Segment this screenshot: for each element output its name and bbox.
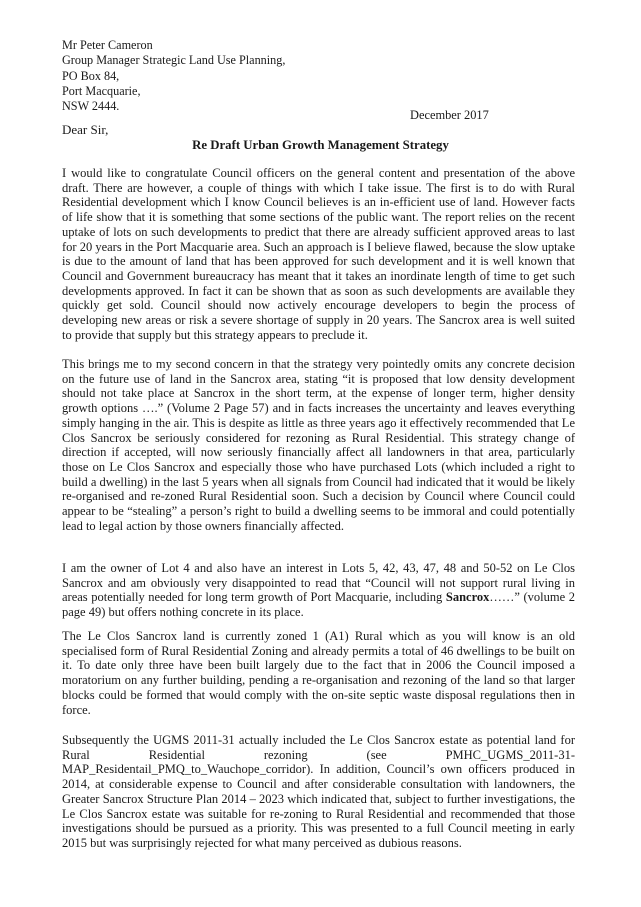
recipient-address [62, 38, 362, 114]
paragraph-1: I would like to congratulate Council officers on the general content and presentation of the above draft. There are however, a couple of things with which I take issue. The first is to do with Rural Residential development which I know Council believes is an in-efficient use of land. However facts of life show that it is something that some sections of the public want. The report relies on the recent uptake of lots on such developments to predict that there are already sufficient approved areas to last for 20 years in the Port Macquarie area. Such an approach is I believe flawed, because the slow uptake is due to the amount of land that has been approved for such development and it is well known that Council and Government bureaucracy has meant that it takes an inordinate length of time to get such developments approved. In fact it can be shown that as soon as such developments are available they quickly get sold. Council should now actively encourage developers to begin the process of developing new areas or risk a severe shortage of supply in 20 years. The Sancrox area is well suited to provide that supply but this strategy appears to preclude it. [62, 166, 575, 342]
paragraph-3 [62, 561, 575, 620]
paragraph-3-text-end: ……” (volume 2 page 49) but offers nothing concrete in its place. [62, 590, 575, 620]
letter-date: December 2017 [410, 108, 489, 122]
recipient-po-box: PO Box 84, [62, 68, 120, 83]
paragraph-5: Subsequently the UGMS 2011-31 actually included the Le Clos Sancrox estate as potential land for Rural Residential rezoning (see PMHC_UGMS_2011-31-MAP_Residentail_PMQ_to_Wauchope_corridor). In addition, Council’s own officers produced in 2014, at considerable expense to Council and after considerable consultation with landowners, the Greater Sancrox Structure Plan 2014 – 2023 which indicated that, subject to further investigations, the Le Clos Sancrox estate was suitable for re-zoning to Rural Residential and recommended that those investigations should be pursued as a priority. This was presented to a full Council meeting in early 2015 but was surprisingly rejected for what many perceived as dubious reasons. [62, 733, 575, 850]
subject-line: Re Draft Urban Growth Management Strategy [192, 138, 449, 152]
recipient-name: Mr Peter Cameron [62, 38, 153, 52]
recipient-city: Port Macquarie, [62, 83, 141, 98]
recipient-state-postcode: NSW 2444. [62, 99, 120, 114]
paragraph-3-text-start: I am the owner of Lot 4 and also have an interest in Lots 5, 42, 43, 47, 48 and 50-52 on Le Clos Sancrox and am obviously very disappointed to read that “Council will not support rural living in areas potentially needed for long term growth of Port Macquarie, including [62, 561, 575, 605]
paragraph-2: This brings me to my second concern in that the strategy very pointedly omits any concrete decision on the future use of land in the Sancrox area, stating “it is proposed that low density development should not take place at Sancrox in the short term, at the expense of longer term, higher density growth options ….” (Volume 2 Page 57) and in facts increases the uncertainty and leaves everything simply hanging in the air. This is despite as little as three years ago it effectively recommended that Le Clos Sancrox be seriously considered for rezoning as Rural Residential. This strategy change of direction if accepted, will now seriously financially affect all landowners in that area, particularly those on Le Clos Sancrox and especially those who have purchased Lots (which included a right to build a dwelling) in the last 5 years when all signals from Council had indicated that it would be likely re-organised and re-zoned Rural Residential soon. Such a decision by Council where Council could appear to be “stealing” a person’s right to build a dwelling seems to be immoral and could potentially lead to legal action by those owners financially affected. [62, 357, 575, 533]
salutation: Dear Sir, [62, 122, 109, 137]
paragraph-4: The Le Clos Sancrox land is currently zoned 1 (A1) Rural which as you will know is an old specialised form of Rural Residential Zoning and already permits a total of 46 dwellings to be built on it. To date only three have been built largely due to the fact that in 2006 the Council imposed a moratorium on any further building, pending a re-organisation and rezoning of the land so that larger blocks could be formed that would comply with the on-site septic waste disposal regulations then in force. [62, 629, 575, 717]
paragraph-3-bold-sancrox: Sancrox [445, 590, 490, 605]
recipient-title: Group Manager Strategic Land Use Planning, [62, 53, 286, 68]
